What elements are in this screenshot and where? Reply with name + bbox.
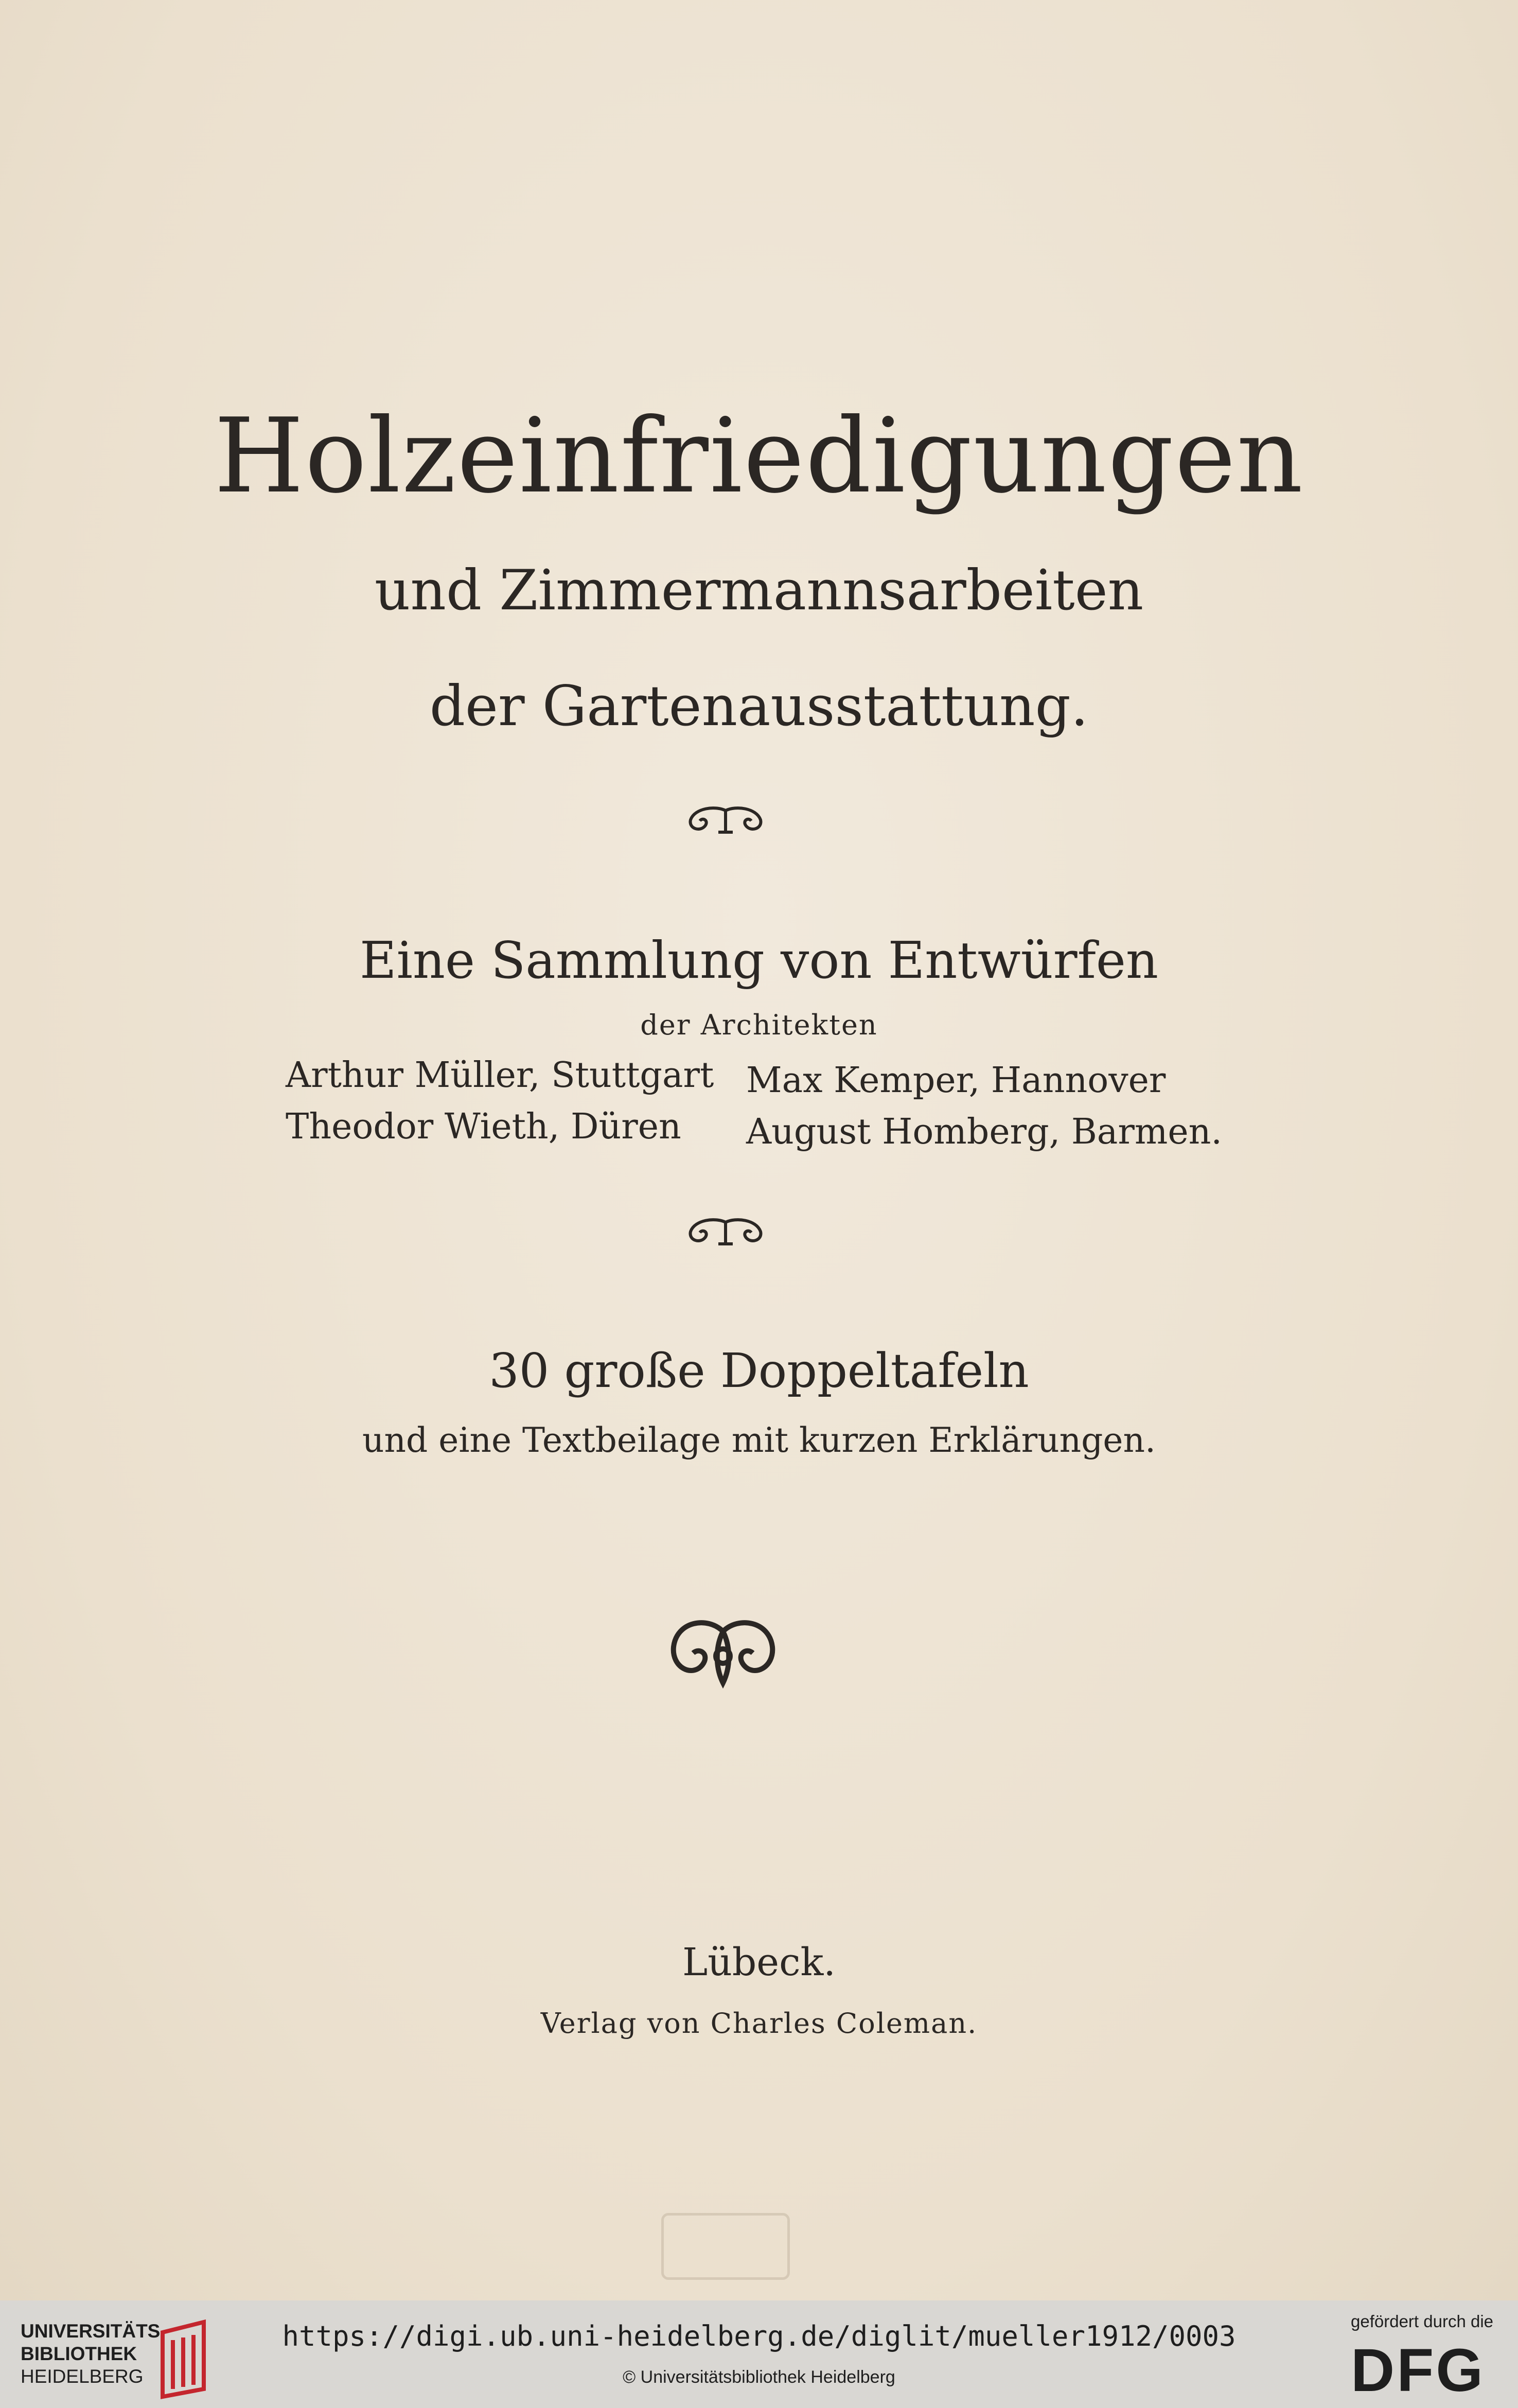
architect-name: Theodor Wieth, Düren: [286, 1106, 681, 1147]
copyright-notice: © Universitätsbibliothek Heidelberg: [623, 2367, 895, 2387]
library-stamp: [661, 2213, 790, 2280]
permalink[interactable]: https://digi.ub.uni-heidelberg.de/diglit/mueller1912/0003: [282, 2320, 1236, 2352]
subtitle-line-2: der Gartenausstattung.: [429, 674, 1089, 739]
publication-city: Lübeck.: [682, 1940, 836, 1984]
plates-heading: 30 große Doppeltafeln: [489, 1343, 1029, 1398]
collection-heading: Eine Sammlung von Entwürfen: [360, 931, 1158, 990]
footer-bar: [0, 2300, 1518, 2408]
architect-name: Arthur Müller, Stuttgart: [286, 1055, 714, 1096]
book-title: Holzeinfriedigungen: [214, 396, 1304, 516]
large-ornament-icon: [666, 1616, 780, 1693]
plates-note: und eine Textbeilage mit kurzen Erklärungen.: [362, 1420, 1156, 1460]
architect-name: August Homberg, Barmen.: [746, 1112, 1222, 1152]
library-name-line: BIBLIOTHEK: [21, 2343, 137, 2364]
library-name-line: UNIVERSITÄTS-: [21, 2321, 167, 2342]
library-name-line: HEIDELBERG: [21, 2366, 144, 2387]
subtitle-line-1: und Zimmermannsarbeiten: [374, 558, 1144, 623]
publisher: Verlag von Charles Coleman.: [540, 2007, 978, 2040]
architects-intro: der Architekten: [640, 1009, 878, 1041]
ornament-icon: [684, 800, 767, 841]
dfg-logo: DFG: [1351, 2336, 1486, 2404]
funding-note: gefördert durch die: [1351, 2312, 1494, 2331]
architect-name: Max Kemper, Hannover: [746, 1060, 1166, 1101]
ornament-icon: [684, 1212, 767, 1253]
